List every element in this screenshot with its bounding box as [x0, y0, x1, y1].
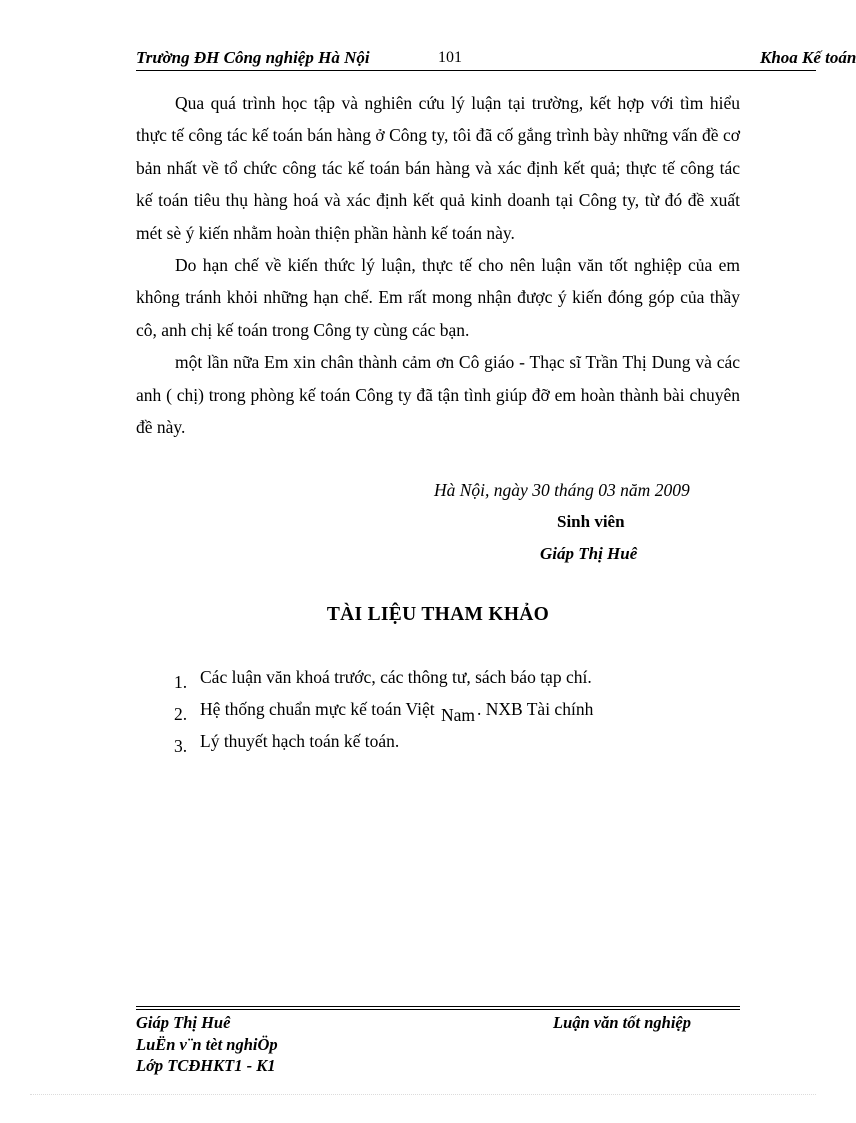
body-paragraph: Do hạn chế về kiến thức lý luận, thực tế cho nên luận văn tốt nghiệp của em không tránh khỏi những hạn chế. Em rất mong nhận được ý kiến đóng góp của thầy cô, anh chị kế toán trong Công ty cùng các bạn. [136, 255, 740, 340]
footer-thesis-label: Luận văn tốt nghiệp [553, 1013, 691, 1032]
reference-text: Lý thuyết hạch toán kế toán. [200, 731, 400, 751]
reference-number: 2. [174, 704, 188, 724]
header-school-name: Trường ĐH Công nghiệp Hà Nội [136, 48, 370, 67]
footer-rule-bottom [136, 1009, 740, 1010]
body-paragraph: Qua quá trình học tập và nghiên cứu lý luận tại trường, kết hợp với tìm hiểu thực tế công tác kế toán bán hàng ở Công ty, tôi đã cố gắng trình bày những vấn đề cơ bản nhất về tổ chức công tác kế toán bán hàng và xác định kết quả; thực tế công tác kế toán tiêu thụ hàng hoá và xác định kết quả kinh doanh tại Công ty, từ đó đề xuất mét sè ý kiến nhằm hoàn thiện phần hành kế toán này. [136, 93, 740, 243]
signature-date: Hà Nội, ngày 30 tháng 03 năm 2009 [434, 480, 690, 500]
body-paragraph: một lần nữa Em xin chân thành cảm ơn Cô giáo - Thạc sĩ Trần Thị Dung và các anh ( chị) trong phòng kế toán Công ty đã tận tình giúp đỡ em hoàn thành bài chuyên đề này. [136, 352, 740, 438]
header-department: Khoa Kế toán [760, 48, 856, 67]
signature-role: Sinh viên [557, 512, 625, 531]
reference-item [174, 727, 593, 759]
signature-name: Giáp Thị Huê [540, 544, 638, 563]
body-text [136, 87, 740, 443]
page-footer [136, 1012, 740, 1077]
reference-number: 1. [174, 672, 188, 692]
footer-author: Giáp Thị Huê [136, 1013, 231, 1032]
footer-thesis-garbled: LuËn v¨n tèt nghiÖp [136, 1034, 278, 1054]
footer-rule-top [136, 1006, 740, 1007]
reference-item [174, 663, 593, 695]
reference-text: Hệ thống chuẩn mực kế toán Việt [200, 699, 435, 719]
reference-text-tail: . NXB Tài chính [476, 699, 594, 719]
footer-class: Lớp TCĐHKT1 - K1 [136, 1056, 276, 1075]
page-bottom-dotted-line [30, 1094, 816, 1095]
header-page-number: 101 [438, 49, 462, 66]
reference-text: Các luận văn khoá trước, các thông tư, sách báo tạp chí. [200, 667, 592, 687]
reference-number: 3. [174, 736, 188, 756]
references-title: TÀI LIỆU THAM KHẢO [326, 604, 550, 625]
references-list [174, 663, 593, 759]
reference-item [174, 695, 593, 727]
header-rule [136, 70, 816, 71]
reference-text-subscript: Nam [440, 705, 475, 725]
